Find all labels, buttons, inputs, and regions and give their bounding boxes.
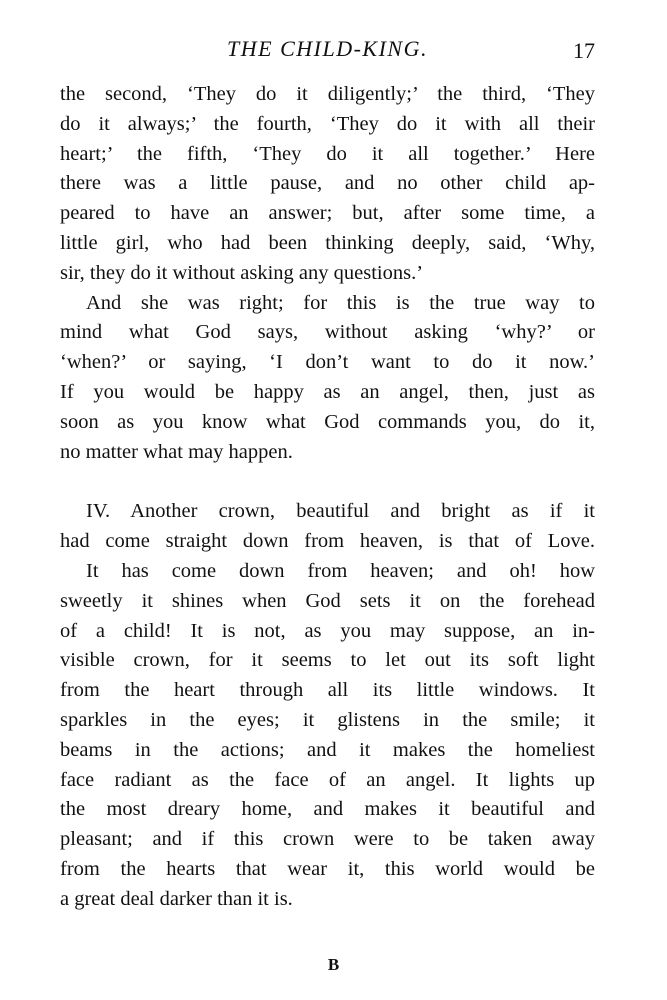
text-line: ‘when?’ or saying, ‘I don’t want to do it now.’ bbox=[60, 351, 595, 374]
text-line: visible crown, for it seems to let out its soft light bbox=[60, 649, 595, 672]
text-line: beams in the actions; and it makes the homeliest bbox=[60, 738, 595, 761]
text-line: a great deal darker than it is. bbox=[60, 887, 293, 910]
text-line: little girl, who had been thinking deeply, said, ‘Why, bbox=[60, 231, 595, 254]
text-line: pleasant; and if this crown were to be taken away bbox=[60, 828, 595, 851]
text-line: do it always;’ the fourth, ‘They do it with all their bbox=[60, 112, 595, 135]
text-line: the most dreary home, and makes it beautiful and bbox=[60, 798, 595, 821]
text-line: sir, they do it without asking any questions.’ bbox=[60, 261, 424, 284]
text-line: sparkles in the eyes; it glistens in the smile; it bbox=[60, 708, 595, 731]
text-line: the second, ‘They do it diligently;’ the third, ‘They bbox=[60, 83, 595, 105]
text-line: of a child! It is not, as you may suppose, an in- bbox=[60, 619, 595, 642]
text-line: It has come down from heaven; and oh! how bbox=[86, 559, 595, 582]
text-line: there was a little pause, and no other child ap- bbox=[60, 172, 595, 195]
text-line: peared to have an answer; but, after some time, a bbox=[60, 202, 595, 225]
text-line: no matter what may happen. bbox=[60, 440, 293, 463]
running-title: THE CHILD-KING. bbox=[227, 36, 428, 61]
paragraph bbox=[60, 497, 595, 557]
paragraph bbox=[60, 289, 595, 468]
paragraph bbox=[60, 557, 595, 915]
text-line: from the hearts that wear it, this world would be bbox=[60, 857, 595, 880]
text-line: And she was right; for this is the true way to bbox=[86, 291, 595, 314]
page-header bbox=[60, 36, 595, 70]
page-number: 17 bbox=[573, 38, 595, 63]
text-line: from the heart through all its little windows. It bbox=[60, 679, 595, 702]
text-line: face radiant as the face of an angel. It lights up bbox=[60, 768, 595, 791]
text-line: mind what God says, without asking ‘why?’ or bbox=[60, 321, 595, 344]
text-line: soon as you know what God commands you, do it, bbox=[60, 410, 595, 433]
signature-mark: B bbox=[327, 955, 340, 974]
text-line: IV. Another crown, beautiful and bright as if it bbox=[86, 500, 595, 523]
text-line: had come straight down from heaven, is that of Love. bbox=[60, 530, 595, 553]
text-line: If you would be happy as an angel, then, just as bbox=[60, 380, 595, 403]
body-text bbox=[60, 80, 595, 915]
section-gap bbox=[60, 467, 595, 497]
text-line: heart;’ the fifth, ‘They do it all together.’ Here bbox=[60, 142, 595, 165]
paragraph bbox=[60, 80, 595, 289]
text-line: sweetly it shines when God sets it on the forehead bbox=[60, 589, 595, 612]
